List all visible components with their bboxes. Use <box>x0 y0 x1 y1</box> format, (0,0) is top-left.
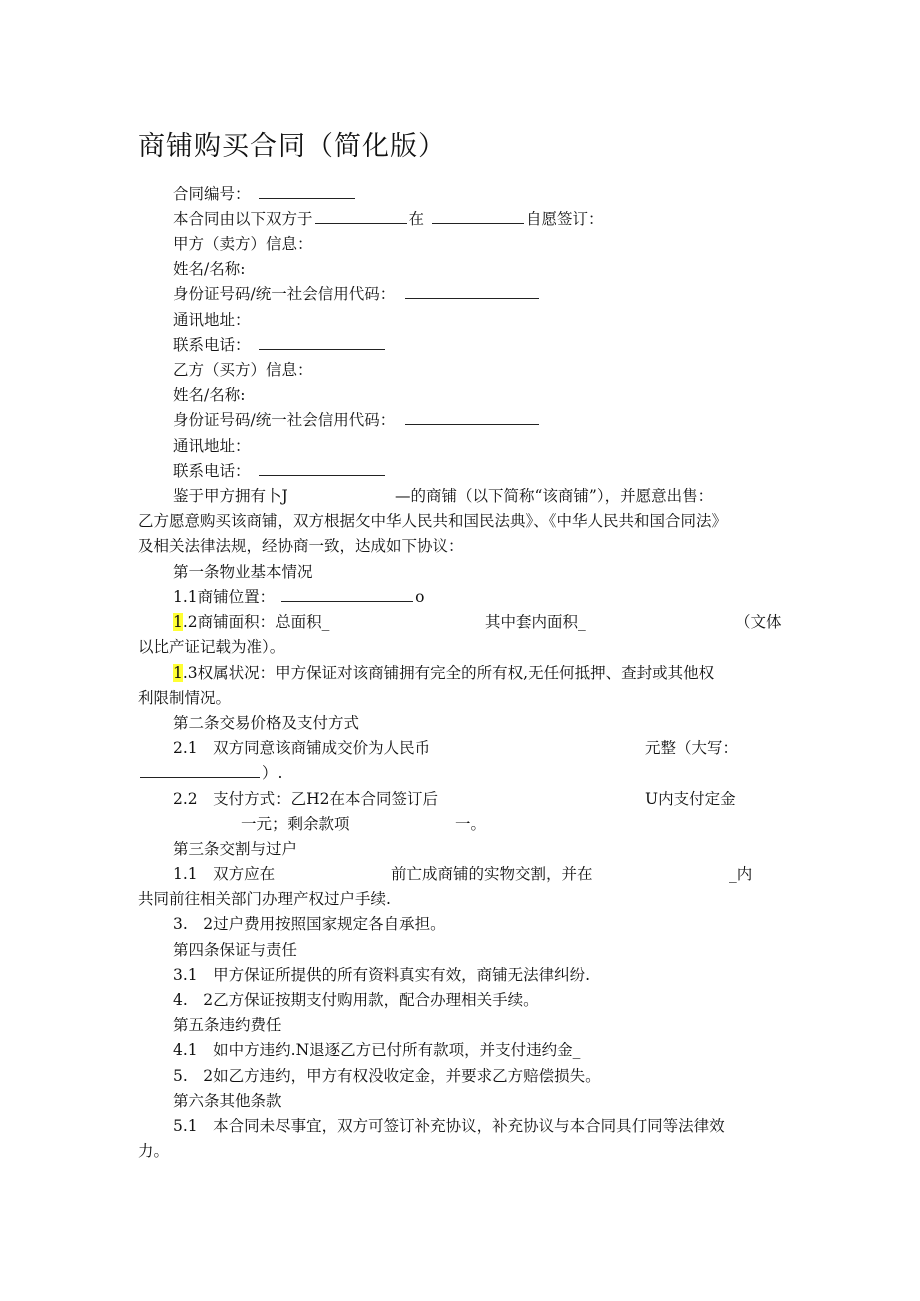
party-b-phone-label: 联系电话： <box>173 462 251 480</box>
sign-date-blank <box>315 209 407 224</box>
recital-line-3: 及相关法律法规，经协商一致，达成如下协议： <box>138 537 464 555</box>
article-1-2-text: .2商铺面积：总面积_ <box>182 613 330 631</box>
article-3-2: 3. 2过户费用按照国家规定各自承担。 <box>173 915 446 933</box>
highlight-mark: 1 <box>173 613 183 631</box>
intro-text-b: 在 <box>408 210 425 228</box>
article-6-heading: 第六条其他条款 <box>173 1092 282 1110</box>
article-1-2-line-2: 以比产证记载为准）。 <box>138 638 286 656</box>
contract-number-blank <box>259 184 355 199</box>
article-6-1: 5.1 本合同未尽事宜，双方可签订补充协议，补充协议与本合同具仃同等法律效 <box>173 1117 725 1135</box>
article-2-2 <box>173 789 783 811</box>
article-2-heading: 第二条交易价格及支付方式 <box>173 714 360 732</box>
recital-text-b: —的商铺（以下简称“该商铺”），并愿意出售： <box>395 487 714 505</box>
recital-text-a: 鉴于甲方拥有卜J <box>173 487 288 505</box>
article-2-2-deposit: U内支付定金 <box>645 790 736 808</box>
article-1-1 <box>173 587 425 609</box>
article-6-1-line-2: 力。 <box>138 1142 170 1160</box>
article-5-heading: 第五条违约费任 <box>173 1016 282 1034</box>
party-a-phone-label: 联系电话： <box>173 336 251 354</box>
article-3-1 <box>173 864 783 886</box>
party-b-id-blank <box>405 410 539 425</box>
article-3-1-line-2: 共同前往相关部门办理产权过户手续. <box>138 890 391 908</box>
article-3-1-text-c: _内 <box>729 865 753 883</box>
article-3-1-text-b: 前亡成商铺的实物交割，并在 <box>391 865 593 883</box>
article-2-1-line-2-end: ）. <box>262 764 283 782</box>
article-5-2: 5. 2如乙方违约，甲方有权没收定金，并要求乙方赔偿损失。 <box>173 1067 601 1085</box>
party-b-phone-blank <box>259 461 385 476</box>
party-a-id-blank <box>405 284 539 299</box>
article-2-2-text: 2.2 支付方式：乙H2在本合同签订后 <box>173 790 439 808</box>
shop-location-blank <box>281 587 413 602</box>
article-2-2-line-2-a: 一元；剩余款项 <box>241 815 350 833</box>
article-3-heading: 第三条交割与过户 <box>173 840 298 858</box>
document-title: 商铺购买合同（简化版） <box>138 131 446 162</box>
party-b-name-label: 姓名/名称: <box>173 386 246 404</box>
article-1-heading: 第一条物业基本情况 <box>173 563 313 581</box>
article-4-2: 4. 2乙方保证按期支付购用款，配合办理相关手续。 <box>173 991 539 1009</box>
contract-number-line <box>173 184 357 206</box>
article-5-1: 4.1 如中方违约.N退逐乙方已付所有款项，并支付违约金_ <box>173 1041 581 1059</box>
party-a-phone-line <box>173 335 387 357</box>
party-a-id-line <box>173 284 541 306</box>
article-1-2-end: （文体 <box>735 613 782 631</box>
article-1-3 <box>173 663 714 685</box>
article-1-1-text: 1.1商铺位置： <box>173 588 276 606</box>
contract-number-label: 合同编号： <box>173 185 251 203</box>
article-3-1-text-a: 1.1 双方应在 <box>173 865 276 883</box>
highlight-mark: 1 <box>173 664 183 682</box>
party-a-heading: 甲方（卖方）信息： <box>173 235 313 253</box>
intro-text-c: 自愿签订： <box>526 210 604 228</box>
sign-place-blank <box>432 209 524 224</box>
article-4-1: 3.1 甲方保证所提供的所有资料真实有效，商铺无法律纠纷. <box>173 966 591 984</box>
intro-text-a: 本合同由以下双方于 <box>173 210 313 228</box>
article-1-3-text: .3权属状况：甲方保证对该商铺拥有完全的所有权,无任何抵押、查封或其他权 <box>182 664 715 682</box>
article-2-2-line-2 <box>173 814 573 836</box>
party-a-name-label: 姓名/名称: <box>173 260 246 278</box>
article-1-1-end: o <box>415 588 425 606</box>
article-1-3-line-2: 利限制情况。 <box>138 689 232 707</box>
party-a-address-label: 通讯地址： <box>173 311 251 329</box>
recital-line-2: 乙方愿意购买该商铺，双方根据攵中华人民共和国民法典》、《中华人民共和国合同法》 <box>138 512 728 530</box>
article-2-1-text: 2.1 双方同意该商铺成交价为人民币 <box>173 739 431 757</box>
recital-line-1 <box>173 486 773 508</box>
article-1-2-mid: 其中套内面积_ <box>485 613 586 631</box>
party-a-phone-blank <box>259 335 385 350</box>
party-b-address-label: 通讯地址： <box>173 437 251 455</box>
intro-line <box>173 209 604 231</box>
party-b-id-label: 身份证号码/统一社会信用代码： <box>173 411 396 429</box>
party-b-heading: 乙方（买方）信息： <box>173 361 313 379</box>
article-2-1-amount-words: 元整（大写： <box>645 739 739 757</box>
party-a-id-label: 身份证号码/统一社会信用代码： <box>173 285 396 303</box>
article-4-heading: 第四条保证与责任 <box>173 941 298 959</box>
article-1-2 <box>173 612 783 634</box>
amount-words-blank <box>140 763 260 778</box>
article-2-1 <box>173 738 783 760</box>
article-2-1-line-2 <box>138 763 282 785</box>
party-b-id-line <box>173 410 541 432</box>
article-2-2-line-2-b: 一。 <box>455 815 487 833</box>
party-b-phone-line <box>173 461 387 483</box>
